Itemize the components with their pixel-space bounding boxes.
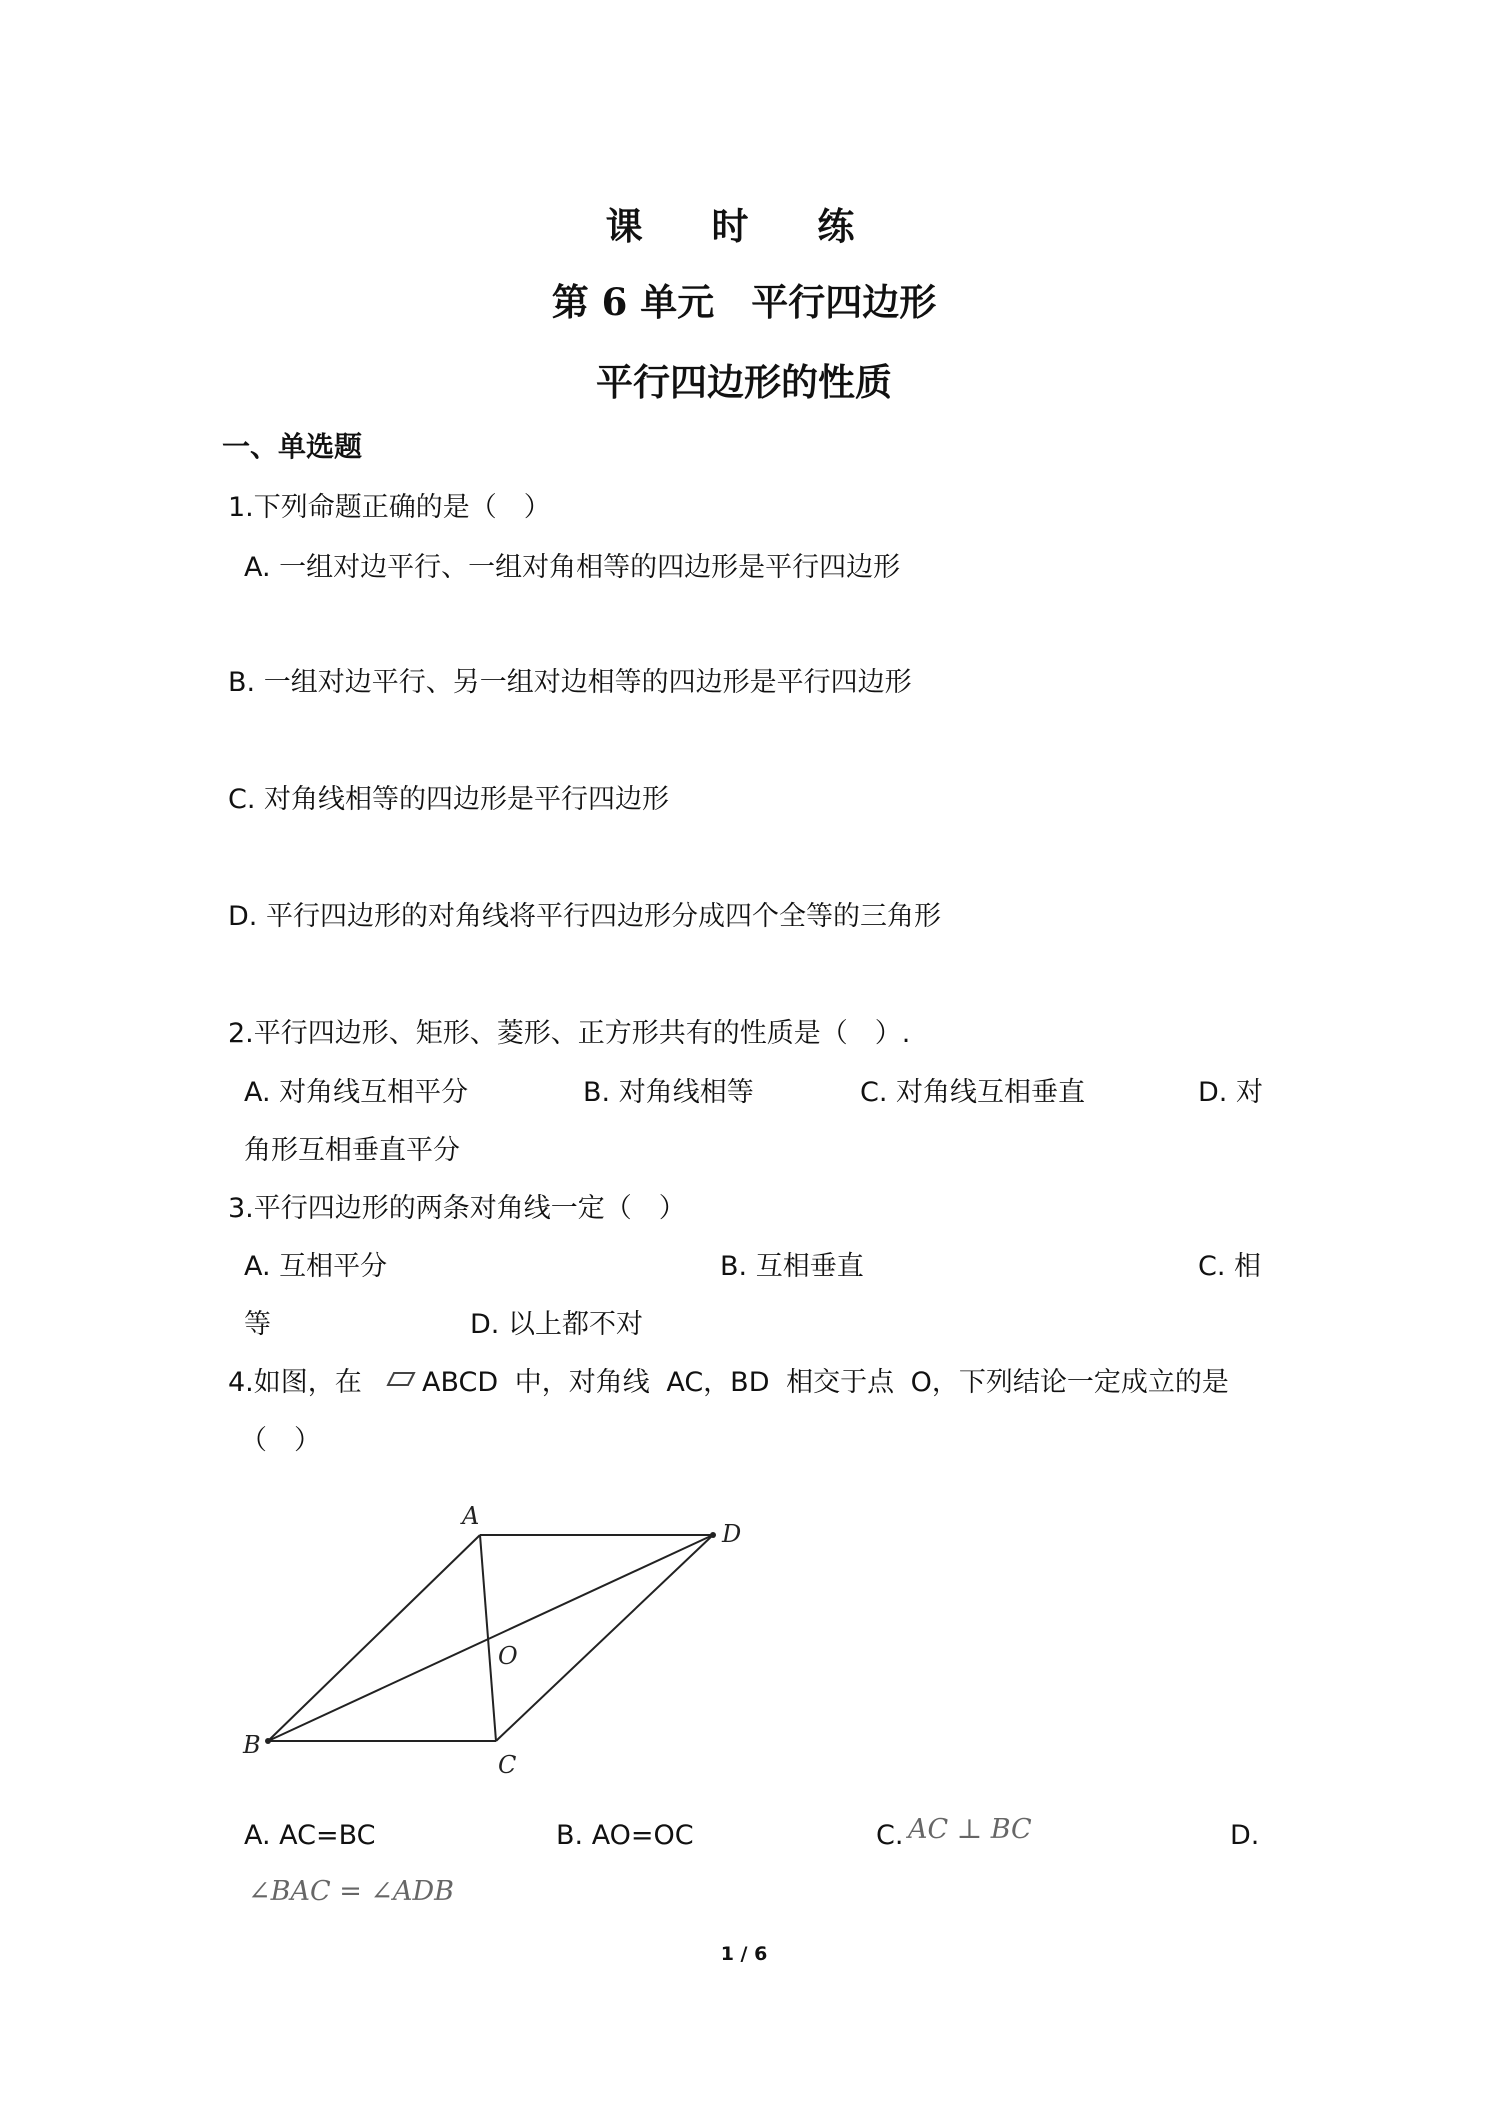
question-3-option-d: D. 以上都不对 — [470, 1309, 643, 1340]
diagonal-bd — [268, 1535, 713, 1741]
question-2-option-b: B. 对角线相等 — [583, 1077, 754, 1108]
question-4-option-a: A. AC=BC — [244, 1820, 376, 1851]
parallelogram-symbol-icon — [386, 1371, 416, 1387]
label-d: D — [722, 1520, 742, 1548]
diagonal-ac — [480, 1535, 496, 1741]
question-3-option-c-continued: 等 — [244, 1309, 271, 1340]
lesson-title: 平行四边形的性质 — [596, 360, 892, 404]
question-4-option-d: D. — [1230, 1820, 1260, 1851]
vertex-b-dot — [265, 1738, 271, 1744]
question-2-option-c: C. 对角线互相垂直 — [860, 1077, 1086, 1108]
label-o: O — [498, 1642, 518, 1670]
parallelogram-figure — [230, 1490, 760, 1780]
question-1-option-c: C. 对角线相等的四边形是平行四边形 — [228, 784, 670, 815]
vertex-d-dot — [710, 1532, 716, 1538]
question-4-stem-line2: （ ） — [240, 1425, 321, 1456]
section-heading: 一、单选题 — [222, 430, 363, 463]
side-ba — [268, 1535, 480, 1741]
page-number: 1 / 6 — [720, 1943, 768, 1965]
unit-title: 第 6 单元 平行四边形 — [551, 280, 937, 324]
question-3-option-c: C. 相 — [1198, 1251, 1262, 1282]
question-2-option-d-continued: 角形互相垂直平分 — [244, 1135, 460, 1166]
label-b: B — [243, 1731, 261, 1759]
label-a: A — [462, 1502, 480, 1530]
question-4-option-c: C. — [876, 1820, 904, 1851]
question-2-option-a: A. 对角线互相平分 — [244, 1077, 469, 1108]
question-4-option-b: B. AO=OC — [556, 1820, 694, 1851]
question-3-option-a: A. 互相平分 — [244, 1251, 388, 1282]
question-2-option-d: D. 对 — [1198, 1077, 1263, 1108]
label-c: C — [498, 1751, 517, 1779]
question-4-stem-prefix: 4.如图，在 — [228, 1367, 362, 1398]
question-1-option-b: B. 一组对边平行、另一组对边相等的四边形是平行四边形 — [228, 667, 912, 698]
question-1-stem: 1.下列命题正确的是（ ） — [228, 492, 551, 523]
question-4-option-c-formula: AC ⊥ BC — [908, 1814, 1032, 1845]
question-1-option-a: A. 一组对边平行、一组对角相等的四边形是平行四边形 — [244, 552, 901, 583]
question-4-option-d-formula: ∠BAC = ∠ADB — [248, 1876, 455, 1907]
question-2-stem: 2.平行四边形、矩形、菱形、正方形共有的性质是（ ）. — [228, 1018, 911, 1049]
question-4-stem: ABCD 中，对角线 AC，BD 相交于点 O，下列结论一定成立的是 — [422, 1367, 1229, 1398]
question-3-stem: 3.平行四边形的两条对角线一定（ ） — [228, 1193, 686, 1224]
question-3-option-b: B. 互相垂直 — [720, 1251, 864, 1282]
doc-title: 课 时 练 — [605, 204, 883, 248]
side-dc — [496, 1535, 713, 1741]
question-1-option-d: D. 平行四边形的对角线将平行四边形分成四个全等的三角形 — [228, 901, 941, 932]
